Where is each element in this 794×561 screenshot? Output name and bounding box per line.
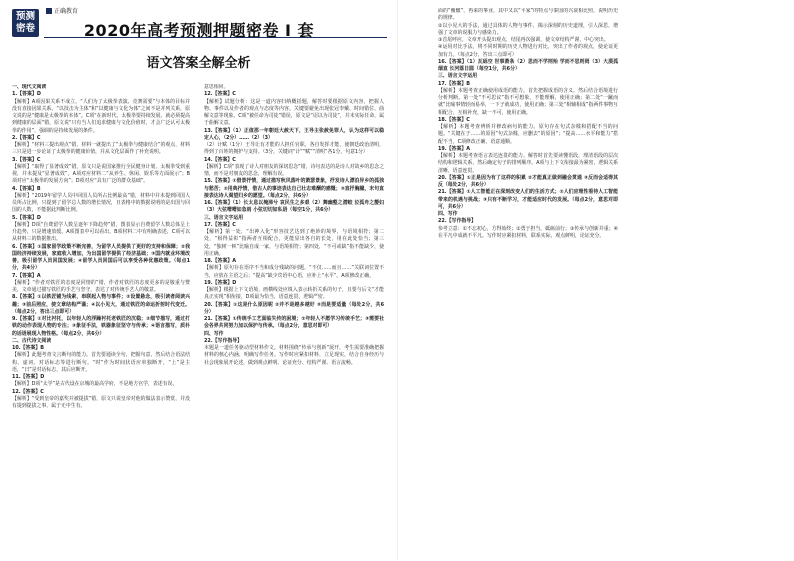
paragraph: 【解析】第一处，“出神入化”形容技艺达到了绝妙的境界，与语境相符；第二处，“相得益彰”指两者互相配合，更能显出各自的长处，用在此处恰当；第三处，“独树一帜”比喻自成一家，与语境相符；第四处，“不可或缺”指不能缺少，使用正确。 bbox=[204, 229, 384, 257]
paragraph: 15.【答案】①借景抒情，通过描写秋风落叶的萧瑟景象，抒发诗人漂泊异乡的孤独与愁苦；②用典抒情，借古人的事迹表达自己壮志难酬的感慨；③直抒胸臆，末句直接表达诗人渴望归乡的愿望。（每点2分，共6分） bbox=[204, 178, 384, 199]
paragraph: 【解析】“材料三提出观点”错，材料一就提出了“太极拳与健康结合”的观点，材料三只是进一步论证了太极拳的健康价值，并从文化层面作了补充说明。 bbox=[12, 142, 190, 156]
text-column-2 bbox=[204, 84, 384, 554]
paragraph: 【解析】原句存在语序不当和成分残缺的问题，“不仅……而且……”关联词位置不当，应放在主语之后；“提高”缺少宾语中心语，应补上“水平”。A项修改正确。 bbox=[204, 265, 384, 279]
paragraph: 6.【答案】①国家留学政策不断完善，为留学人员提供了更好的支持和保障；②我国经济持续发展，家庭收入增加，为出国留学提供了经济基础；③国内就业环境改善，吸引留学人员回国发展；④留学人员回国后可以享受各种优惠政策。（每点1分，共4分） bbox=[12, 243, 190, 272]
page-subtitle: 语文答案全解全析 bbox=[146, 56, 251, 71]
paragraph: 本题是一道任务驱动型材料作文。材料围绕“传承与创新”展开，考生需要准确把握材料的核心内涵，明确写作任务。写作时应紧扣材料，立足现实，结合自身经历与社会现象展开论述，做到观点鲜明、论证充分、结构严谨、语言流畅。 bbox=[204, 345, 384, 366]
paragraph: 参考立意：①不忘初心，方得始终；②勇于担当，砥砺前行；③传承与创新并重；④在平凡中成就不平凡。写作时应紧扣材料，联系实际，观点鲜明，论证充分。 bbox=[438, 225, 618, 239]
paragraph: 20.【答案】①正是因为有了这样的积累 ②才能真正做到融会贯通 ③反而会适得其反（每处2分，共6分） bbox=[438, 174, 618, 188]
right-page bbox=[397, 0, 794, 561]
brand-name: 正确教育 bbox=[54, 8, 79, 15]
paragraph: 一、现代文阅读 bbox=[12, 84, 47, 90]
page-title: 2020年高考预测押题密卷 I 套 bbox=[83, 21, 315, 40]
paragraph: 四、写作 bbox=[204, 330, 224, 337]
paragraph: 22.【写作指导】 bbox=[438, 218, 477, 225]
text-column-1 bbox=[12, 84, 190, 554]
paragraph: 面的“覆辙”，再来的事业，其中又以“平家”的特点与秦国的兴衰相比照，说明历史的规律。 bbox=[438, 8, 618, 22]
paragraph: 5.【答案】D bbox=[12, 214, 41, 221]
paragraph: 2.【答案】C bbox=[12, 134, 41, 141]
paragraph: 三、语言文字运用 bbox=[204, 214, 244, 221]
paragraph: 二、古代诗文阅读 bbox=[12, 337, 52, 344]
paragraph: 【解析】D项“太学”是古代设在京城的最高学府，不是地方官学，表述有误。 bbox=[12, 381, 178, 388]
paragraph: 4.【答案】B bbox=[12, 185, 41, 192]
paragraph: 22.【写作指导】 bbox=[204, 337, 243, 344]
paragraph: 20.【答案】①这是什么原因呢 ②并不是越多越好 ③而是要适量（每处2分，共6分） bbox=[204, 301, 384, 315]
paragraph: 19.【答案】D bbox=[204, 279, 237, 286]
paragraph: 四、写作 bbox=[438, 211, 458, 217]
paragraph: ②以小见大的手法，通过具体的人物与事件，揭示深刻的历史道理，引人深思，增强了文章的说服力与感染力。 bbox=[438, 22, 618, 36]
title-divider bbox=[44, 37, 387, 38]
paragraph: 19.【答案】A bbox=[438, 145, 471, 152]
paragraph: ③首尾呼应，文章开头提出观点，结尾再次强调，使文章结构严谨，中心突出。 bbox=[438, 37, 609, 43]
brand-mark bbox=[46, 6, 78, 15]
paragraph: 【解析】试题分析：这是一道内容归纳概括题，解答时要根据原文内容，把握人物、事件以及作者的观点与态度等内容。关键要避免出现张冠李戴、时间错位、曲解文意等现象。C项“被任命为司徒”错误，原文是“诏以为司徒”，并未实际任命，属于曲解文意。 bbox=[204, 98, 384, 127]
paragraph: 9.【答案】①对比衬托，以年轻人的浮躁衬托老铁匠的沉稳；②细节描写，通过打铁的动作表现人物的专注；③象征手法，铁器象征坚守与传承；④语言描写，质朴的话语展现人物性格。（每点2分，共6分） bbox=[12, 316, 190, 337]
paragraph: 12.【答案】C bbox=[204, 91, 236, 98]
brand-logo-icon bbox=[46, 8, 52, 14]
paragraph: 17.【答案】B bbox=[438, 80, 470, 87]
paragraph: 16.【答案】（1）长太息以掩涕兮 哀民生之多艰（2）舞幽壑之潜蛟 泣孤舟之嫠妇（3）大弦嘈嘈如急雨 小弦切切如私语（每空1分，共6分） bbox=[204, 200, 384, 214]
paragraph: 7.【答案】A bbox=[12, 272, 41, 279]
prediction-badge: 预测密卷 bbox=[12, 9, 39, 37]
paragraph: 【解析】D项“自费留学人数呈逐年下降趋势”错，图表显示自费留学人数总体呈上升趋势，只是增速放缓。A项图表中可以看出，B项材料二中有明确表述，C项可以从材料三的数据推出。 bbox=[12, 221, 190, 243]
paragraph: 13.【答案】（1）正值那一年朝廷大赦天下，王导主张赦免罪人，认为这样可以稳定人心，（2分）……（2）（3） bbox=[204, 127, 384, 141]
paragraph: 14.【答案】C bbox=[204, 156, 236, 163]
paragraph: 18.【答案】A bbox=[204, 258, 237, 264]
paragraph: （2）计赋（1分）王导让有才能的人担任官职，各自发挥才能，使朝廷政治清明，得到了百姓的拥护与支持。（3分，关键词“计”“赋”“清明”各1分，句意1分） bbox=[204, 142, 384, 156]
paragraph: 【解析】“作者对铁匠的态度是同情的”错，作者对铁匠的态度更多的是敬重与赞美，文章通过描写铁匠的手艺与坚守，表达了对传统手艺人的敬意。 bbox=[12, 279, 190, 293]
paragraph: 三、语言文字运用 bbox=[438, 73, 478, 80]
paragraph: 10.【答案】B bbox=[12, 345, 44, 351]
paragraph: ④运用对比手法，将不同时期的历史人物进行对比，突出了作者的观点，使论证更加有力。（每点2分，答出三点即可） bbox=[438, 44, 618, 58]
paragraph: 【解析】A项因果关系不成立，“人们为了太极拳表演、竞赛需要”与本体的目标并没有直接因果关系。“以技击为主体”和“以健康与文化为体”之间不是并列关系，原文说的是“健康是太极拳的本体”。C项“在新时代，太极拳要持续发展，就必须提高到健康的层面”错，原文说“只有当人们追求健康与文化价值时，才会广泛认可太极拳的作用”，强调的是持续发展的条件。 bbox=[12, 98, 190, 134]
paragraph: 11.【答案】D bbox=[12, 374, 45, 380]
paragraph: 意思相同。 bbox=[204, 84, 229, 90]
paragraph: 【解析】本题考查辨析并修改病句的能力。原句存在句式杂糅和搭配不当的问题。“关键在于……的原因”句式杂糅，应删去“的原因”；“提高……水平和能力”搭配不当。C项修改正确，语意通顺。 bbox=[438, 124, 618, 145]
paragraph: 1.【答案】D bbox=[12, 91, 41, 98]
paragraph: 12.【答案】C bbox=[12, 388, 44, 395]
paragraph: 17.【答案】C bbox=[204, 221, 236, 228]
paragraph: 【解析】“取得了显著成效”错，原文只是说国家推行全民健身计划，太极拳受到重视，并未提及“显著成效”。A项对应材料二“从养生、休闲、娱乐等方面展示”；B项对应“太极拳的发展方向”；D项对应“具有广泛的群众基础”。 bbox=[12, 163, 190, 185]
paragraph: 【解析】本题考查正确使用成语的能力。首先把握成语的含义，然后结合语境进行分析判断。第一处“不可思议”指不可想象，不能理解，使用正确；第二处“一蹴而就”比喻事情轻而易举，一下子就成功，使用正确；第三处“相辅相成”指两件事物互相配合，互相补充，缺一不可，使用正确。 bbox=[438, 87, 618, 116]
paragraph: 16.【答案】（1）瓦砾空 世事萧条（2）思而不学则殆 学而不思则罔（3）大漠孤烟直 长河落日圆（每空1分，共6分） bbox=[438, 58, 618, 72]
paragraph: 【解析】“2019年留学人员中回国人员所占比例最高”错，材料中并未提到回国人员所占比例，只提到了留学总人数的增长情况，且表格中的数据说明的是出国与回国的人数，不能据此判断比例。 bbox=[12, 192, 190, 214]
paragraph: 21.【答案】①传统手工艺面临失传的困境；②年轻人不愿学习传统手艺；③需要社会各界共同努力加以保护与传承。（每点2分，意思对即可） bbox=[204, 316, 384, 330]
paragraph: 18.【答案】C bbox=[438, 116, 470, 123]
paragraph: 【解析】本题考查语言表达连贯的能力。解答时首先要读懂语段，理清语段的层次结构和逻辑关系，然后确定句子的排列顺序。A项与上下文衔接最为紧密，逻辑关系清晰，语意连贯。 bbox=[438, 153, 618, 174]
paragraph: 8.【答案】①以铁匠铺为线索，串联起人物与事件；②设置悬念，吸引读者阅读兴趣；③前后照应，使文章结构严谨；④以小见大，通过铁匠的命运折射时代变迁。（每点2分，答出三点即可） bbox=[12, 294, 190, 315]
paragraph: 3.【答案】C bbox=[12, 156, 41, 163]
paragraph: 【解析】“受到皇帝的嘉奖并被提拔”错，原文只说皇帝对他的做法表示赞赏，并没有提到提拔之事，属于无中生有。 bbox=[12, 395, 190, 409]
paragraph: 21.【答案】①人工智能正在深刻改变人们的生活方式；②人们应理性看待人工智能带来的机遇与挑战；③只有不断学习，才能适应时代的发展。（每点2分，意思对即可，共6分） bbox=[438, 189, 618, 210]
text-column-3 bbox=[438, 8, 618, 553]
paragraph: 【解析】C项“表现了诗人对朋友的深切思念”错，诗句表达的是诗人对故乡的思念之情，而不是对朋友的思念，理解有误。 bbox=[204, 163, 384, 177]
paragraph: 【解析】根据上下文语境，画横线处应填入表示转折关系的句子，且要与后文“才能真正实现”相衔接，D项最为恰当，语意连贯，逻辑严密。 bbox=[204, 287, 384, 301]
paragraph: 【解析】此题考查文言断句的能力。首先要通读全句，把握句意，然后结合语法结构、虚词、对话标志等进行断句。“时”作为时间状语应单独断开，“上”是主语，“曰”是对话标志，其后应断开。 bbox=[12, 352, 190, 373]
